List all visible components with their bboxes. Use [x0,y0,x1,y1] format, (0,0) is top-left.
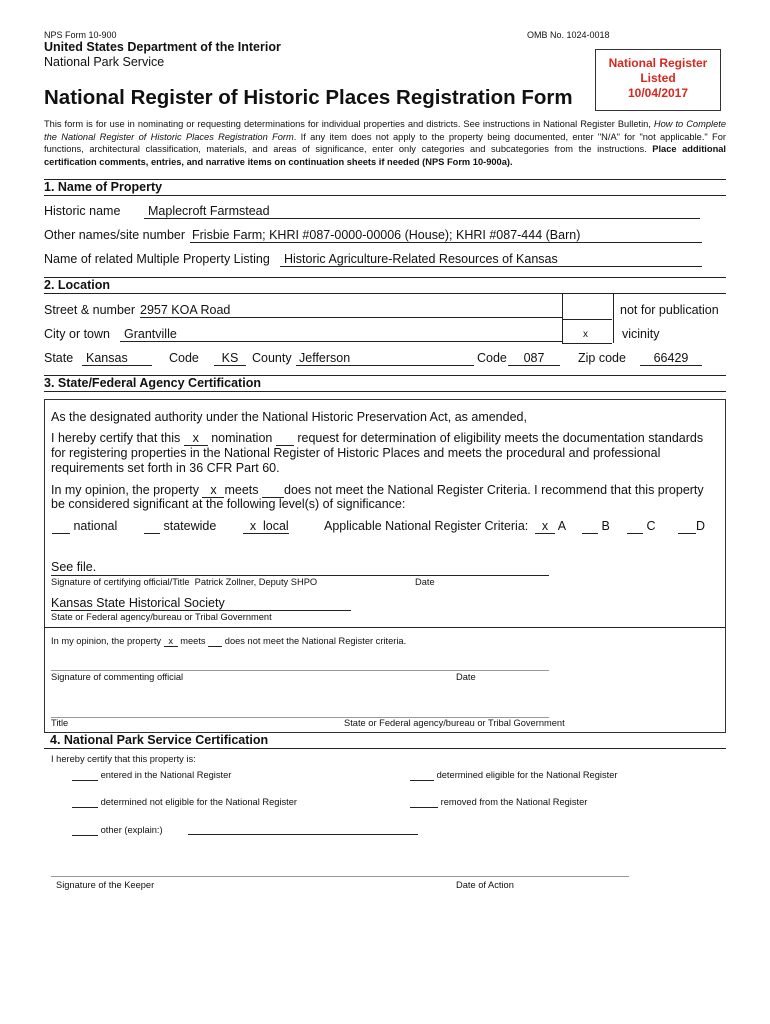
street-label: Street & number [44,303,136,317]
box-divider [44,627,726,628]
national-checkbox[interactable] [52,519,70,534]
stamp-line-3: 10/04/2017 [627,86,689,100]
county-code-label: Code [477,351,507,365]
not-for-publication-label: not for publication [620,303,719,317]
form-title: National Register of Historic Places Registration Form [44,86,573,109]
section-divider [44,277,726,278]
option-other: other (explain:) [72,825,163,836]
level-national: national [52,519,117,534]
form-number: NPS Form 10-900 [44,30,117,40]
opinion-line-1: In my opinion, the property x meets does not meet the National Register Criteria. I recommend that this property [51,483,704,497]
criteria-d: D [678,519,705,534]
criteria-label: Applicable National Register Criteria: [324,519,529,533]
checkbox-divider [562,319,612,320]
criteria-a: x A [535,519,566,534]
keeper-signature-label: Signature of the Keeper [56,880,155,890]
comment-opinion: In my opinion, the property x meets does not meet the National Register criteria. [51,636,407,646]
not-eligible-checkbox[interactable] [72,797,98,808]
section3-title: 3. State/Federal Agency Certification [44,376,261,390]
section1-title: 1. Name of Property [44,180,163,194]
section-divider [44,195,726,196]
eligible-checkbox[interactable] [410,770,434,781]
omb-number: OMB No. 1024-0018 [527,30,610,40]
title-label: Title [51,718,69,728]
section-divider [44,293,726,294]
statewide-checkbox[interactable] [144,519,160,534]
county-field[interactable]: Jefferson [296,351,474,366]
agency-label-2: State or Federal agency/bureau or Tribal Government [344,718,565,728]
county-label: County [252,351,292,365]
mpl-field[interactable]: Historic Agriculture-Related Resources of Kansas [280,252,702,267]
state-code-label: Code [169,351,199,365]
date-of-action-label: Date of Action [456,880,514,890]
commenting-signature-label: Signature of commenting official [51,672,184,682]
option-eligible: determined eligible for the National Register [410,770,617,781]
county-code-field[interactable]: 087 [508,351,560,366]
request-checkbox[interactable] [276,431,294,446]
signature-line [51,575,549,576]
criteria-d-checkbox[interactable] [678,519,696,534]
criteria-b: B [582,519,610,534]
stamp-line-2: Listed [640,71,676,85]
section4-title: 4. National Park Service Certification [50,733,269,747]
vicinity-checkbox[interactable]: x [583,329,588,340]
entered-checkbox[interactable] [72,770,98,781]
authority-statement: As the designated authority under the National Historic Preservation Act, as amended, [51,410,527,424]
date-label: Date [456,672,476,682]
criteria-a-checkbox[interactable]: x [535,519,555,534]
department-name: United States Department of the Interior [44,40,281,54]
commenting-signature-line [51,670,549,671]
certify-line-1: I hereby certify that this x nomination request for determination of eligibility meets the documentation standards [51,431,704,445]
signature-see-file: See file. [51,560,97,574]
mpl-label: Name of related Multiple Property Listing [44,252,270,266]
vicinity-label: vicinity [622,327,660,341]
other-checkbox[interactable] [72,825,98,836]
zip-label: Zip code [578,351,626,365]
level-statewide: statewide [144,519,216,534]
zip-field[interactable]: 66429 [640,351,702,366]
level-local: x local [243,519,289,534]
section-divider [44,391,726,392]
city-field[interactable]: Grantville [120,327,562,342]
section2-title: 2. Location [44,278,110,292]
other-names-field[interactable]: Frisbie Farm; KHRI #087-0000-00006 (House); KHRI #087-444 (Barn) [190,228,702,243]
local-checkbox[interactable]: x [243,519,263,534]
meets-checkbox[interactable]: x [202,483,224,498]
form-instructions: This form is for use in nominating or requesting determinations for individual properties and districts. See instructions in National Register Bulletin, How to Complete the National Register of Historic Places Registration Form. If any item does not apply to the property being documented, enter "N/A" for "not applicable." For functions, architectural classification, materials, and areas of significance, enter only categories and subcategories from the instructions. Place additional certification comments, entries, and narrative items on continuation sheets if needed (NPS Form 10-900a). [44,119,727,167]
certify-line-2: for registering properties in the National Register of Historic Places and meets the procedural and professional [51,446,661,460]
keeper-signature-line [51,876,629,877]
agency-field[interactable]: Kansas State Historical Society [51,596,225,610]
state-label: State [44,351,74,365]
certify-line-3: requirements set forth in 36 CFR Part 60. [51,461,280,475]
opinion-line-2: be considered significant at the following level(s) of significance: [51,497,406,511]
service-name: National Park Service [44,55,165,69]
option-not-eligible: determined not eligible for the National Register [72,797,297,808]
option-removed: removed from the National Register [410,797,587,808]
criteria-c: C [627,519,656,534]
other-explain-field[interactable] [188,834,418,835]
removed-checkbox[interactable] [410,797,438,808]
criteria-c-checkbox[interactable] [627,519,643,534]
does-not-meet-checkbox[interactable] [262,483,284,498]
agency-label: State or Federal agency/bureau or Tribal Government [51,612,272,622]
state-field[interactable]: Kansas [82,351,152,366]
certifying-signature-label: Signature of certifying official/Title Patrick Zollner, Deputy SHPO [51,577,318,587]
comment-meets-checkbox[interactable]: x [164,636,178,647]
checkbox-divider [562,343,612,344]
agency-line [51,610,351,611]
publication-checkbox-column [562,293,614,343]
street-field[interactable]: 2957 KOA Road [140,303,562,318]
other-names-label: Other names/site number [44,228,186,242]
nps-certify-intro: I hereby certify that this property is: [51,754,196,764]
criteria-b-checkbox[interactable] [582,519,598,534]
stamp-line-1: National Register [608,56,708,70]
date-label: Date [415,577,435,587]
state-code-field[interactable]: KS [214,351,246,366]
option-entered: entered in the National Register [72,770,231,781]
historic-name-label: Historic name [44,204,121,218]
historic-name-field[interactable]: Maplecroft Farmstead [144,204,700,219]
section-divider [44,748,726,749]
city-label: City or town [44,327,110,341]
listing-stamp [595,49,721,111]
nomination-checkbox[interactable]: x [184,431,208,446]
comment-does-not-meet-checkbox[interactable] [208,636,222,647]
